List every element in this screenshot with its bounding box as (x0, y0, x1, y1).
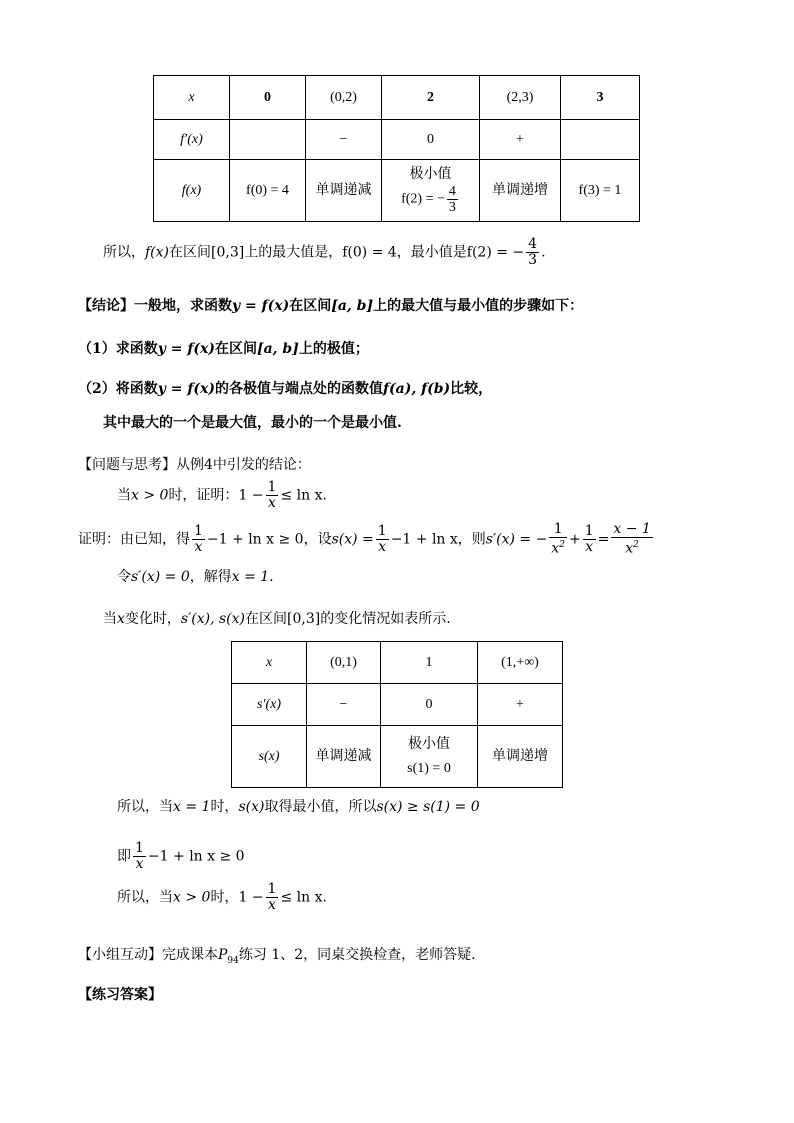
text: 4 (204, 457, 213, 473)
math: [a, b] (331, 298, 374, 314)
math: x (117, 611, 125, 627)
step-1 (78, 340, 369, 358)
fraction (583, 524, 596, 555)
derivative-table-s (231, 641, 563, 788)
table-cell: 单调递减 (306, 160, 382, 222)
table-cell: (0,2) (306, 76, 382, 120)
text: 当 (103, 611, 117, 627)
table-header-row (154, 76, 640, 120)
table-cell: 3 (561, 76, 640, 120)
question-heading (78, 456, 311, 474)
math: x = 1 (231, 569, 270, 585)
math: −1 + ln x ≥ 0 (206, 531, 304, 548)
text: （1）求函数 (78, 341, 158, 357)
table-cell: 单调递增 (478, 726, 563, 788)
text: . (269, 569, 274, 585)
text: 时， (210, 889, 239, 906)
table-cell: x (154, 76, 230, 120)
table-cell: f′(x) (154, 120, 230, 160)
math: [a, b] (256, 341, 299, 357)
math: s′(x), s(x) (180, 611, 245, 627)
math: s(x) = (331, 531, 374, 548)
table-cell: s′(x) (232, 684, 307, 726)
math: f(x) (145, 244, 170, 261)
result-line (103, 237, 546, 268)
fraction-numerator: 4 (528, 236, 538, 252)
subscript: 94 (227, 955, 239, 966)
fraction (376, 524, 389, 555)
fraction-numerator: 1 (549, 522, 567, 538)
cell-label: 极小值 (409, 167, 452, 182)
ji-line (117, 841, 245, 872)
table-cell: 单调递增 (480, 160, 561, 222)
table-cell: + (478, 684, 563, 726)
fraction-denominator: x (268, 897, 276, 913)
table-cell: (0,1) (307, 642, 381, 684)
fraction-numerator: 1 (135, 840, 144, 856)
table-cell: x (232, 642, 307, 684)
text: 在区间 (169, 244, 212, 261)
math: y = f(x) (157, 341, 215, 357)
text: ，则 (457, 531, 486, 548)
fraction-numerator: 1 (377, 522, 387, 539)
table-row (232, 726, 563, 788)
table-cell: f(3) = 1 (561, 160, 640, 222)
math: y = f(x) (157, 381, 215, 397)
fraction-numerator: 1 (267, 479, 277, 495)
cell-label: 极小值 (408, 736, 450, 752)
fraction-denominator: x (194, 538, 203, 555)
text: 练习 1、2，同桌交换检查，老师答疑. (238, 947, 476, 963)
text: 即 (117, 848, 131, 865)
fraction-denominator: x (585, 538, 594, 555)
table-cell: 单调递减 (307, 726, 381, 788)
table-cell: f(0) = 4 (230, 160, 306, 222)
text: 在区间 (214, 341, 257, 357)
text: 取得最小值，所以 (264, 799, 377, 815)
table-row (154, 120, 640, 160)
derivative-table-f (153, 75, 640, 222)
fraction-denominator (611, 538, 652, 557)
math: x > 0 (173, 889, 211, 906)
text: 比较， (450, 381, 493, 397)
text: 【小组互动】完成课本 (78, 947, 218, 963)
table-cell: (2,3) (480, 76, 561, 120)
table-cell: (1,+∞) (478, 642, 563, 684)
table-row (232, 684, 563, 726)
math: = (597, 531, 610, 548)
math: s′(x) = − (485, 531, 548, 548)
when-line (103, 610, 451, 628)
cell-formula (382, 184, 479, 215)
fraction-denominator: 3 (448, 200, 456, 215)
fraction (266, 882, 279, 913)
text: . (541, 244, 546, 261)
fraction-denominator: x (268, 495, 276, 511)
text: 【问题与思考】从例 (78, 457, 204, 473)
math: x = 1 (173, 799, 211, 815)
math: −1 + ln x (390, 531, 458, 548)
text: 【结论】一般地，求函数 (78, 298, 232, 314)
fraction-denominator: 3 (528, 252, 538, 268)
table-cell: 2 (382, 76, 480, 120)
math: s(x) (238, 799, 265, 815)
cell-formula: s(1) = 0 (407, 760, 451, 776)
exponent: 2 (559, 540, 565, 550)
table-cell: 0 (381, 684, 478, 726)
table-cell: + (480, 120, 561, 160)
denominator-base: x (551, 540, 560, 557)
math: 1 − (238, 487, 264, 504)
text: 证明：由已知，得 (78, 531, 190, 548)
math: + (568, 531, 581, 548)
math: −1 + ln x ≥ 0 (147, 848, 245, 865)
math: s′(x) = 0 (131, 569, 190, 585)
math: ≤ ln x (280, 889, 323, 906)
table-cell (230, 120, 306, 160)
fraction-numerator: 1 (194, 522, 203, 539)
text: 令 (117, 569, 131, 585)
fraction-denominator: x (378, 538, 387, 555)
text: 所以，当 (117, 799, 173, 815)
fraction-numerator: 1 (584, 522, 594, 539)
table-cell: − (307, 684, 381, 726)
math: f(0) = 4 (342, 244, 397, 261)
fraction (133, 841, 146, 872)
conclusion-heading (78, 297, 583, 315)
math: f(2) = − (466, 244, 525, 261)
text: 所以，当 (117, 889, 173, 906)
fraction-denominator (549, 538, 567, 557)
text: 在区间 (289, 298, 332, 314)
text: . (322, 889, 327, 906)
text: （2）将函数 (78, 381, 158, 397)
fraction (447, 184, 458, 215)
table-row (154, 160, 640, 222)
answers-heading: 【练习答案】 (78, 987, 162, 1003)
table-cell: 0 (230, 76, 306, 120)
text: ，设 (303, 531, 332, 548)
table-cell-minimum (381, 726, 478, 788)
fraction (549, 522, 567, 557)
fraction-numerator: x − 1 (613, 521, 651, 537)
step-2-continuation: 其中最大的一个是最大值，最小的一个是最小值. (103, 415, 402, 431)
text: 变化时， (124, 611, 181, 627)
fraction-denominator: x (135, 856, 144, 872)
text: ，解得 (189, 569, 232, 585)
text: 在区间 (245, 611, 287, 627)
math: y = f(x) (232, 298, 290, 314)
fraction (266, 480, 279, 511)
claim-line (117, 480, 327, 511)
fraction-numerator: 1 (267, 881, 277, 897)
fraction (192, 524, 205, 555)
math: f(a), f(b) (382, 381, 451, 397)
text: ，最小值是 (396, 244, 467, 261)
math: ≤ ln x (280, 487, 323, 504)
text: 当 (117, 487, 131, 504)
table-cell (561, 120, 640, 160)
math: x > 0 (131, 487, 169, 504)
text: 上的最大值是， (244, 244, 343, 261)
table-cell: 0 (382, 120, 480, 160)
table-cell: − (306, 120, 382, 160)
text: . (322, 487, 327, 504)
text: 时，证明： (168, 487, 239, 504)
table-cell: s(x) (232, 726, 307, 788)
group-activity (78, 946, 476, 970)
text: 时， (210, 799, 239, 815)
formula-text: f(2) = − (401, 191, 445, 207)
math: s(x) ≥ s(1) = 0 (376, 799, 480, 815)
table-header-row (232, 642, 563, 684)
so-line-1 (117, 798, 480, 816)
table-cell-minimum (382, 160, 480, 222)
math: [0,3] (211, 244, 245, 261)
proof-line (78, 522, 655, 557)
math: P (218, 947, 228, 963)
text: 中引发的结论： (212, 457, 311, 473)
fraction (526, 237, 539, 268)
fraction-numerator: 4 (448, 184, 456, 199)
let-line (117, 568, 274, 586)
table-cell: f(x) (154, 160, 230, 222)
text: 上的极值； (298, 341, 369, 357)
text: 上的最大值与最小值的步骤如下： (373, 298, 584, 314)
math: [0,3] (287, 611, 321, 627)
step-2 (78, 380, 492, 398)
so-line-2 (117, 882, 327, 913)
text: 的各极值与端点处的函数值 (214, 381, 383, 397)
fraction (611, 522, 652, 557)
text: 的变化情况如表所示. (320, 611, 451, 627)
math: 1 − (238, 889, 264, 906)
denominator-base: x (625, 540, 634, 557)
text: 所以， (103, 244, 145, 261)
exponent: 2 (633, 540, 639, 550)
table-cell: 1 (381, 642, 478, 684)
